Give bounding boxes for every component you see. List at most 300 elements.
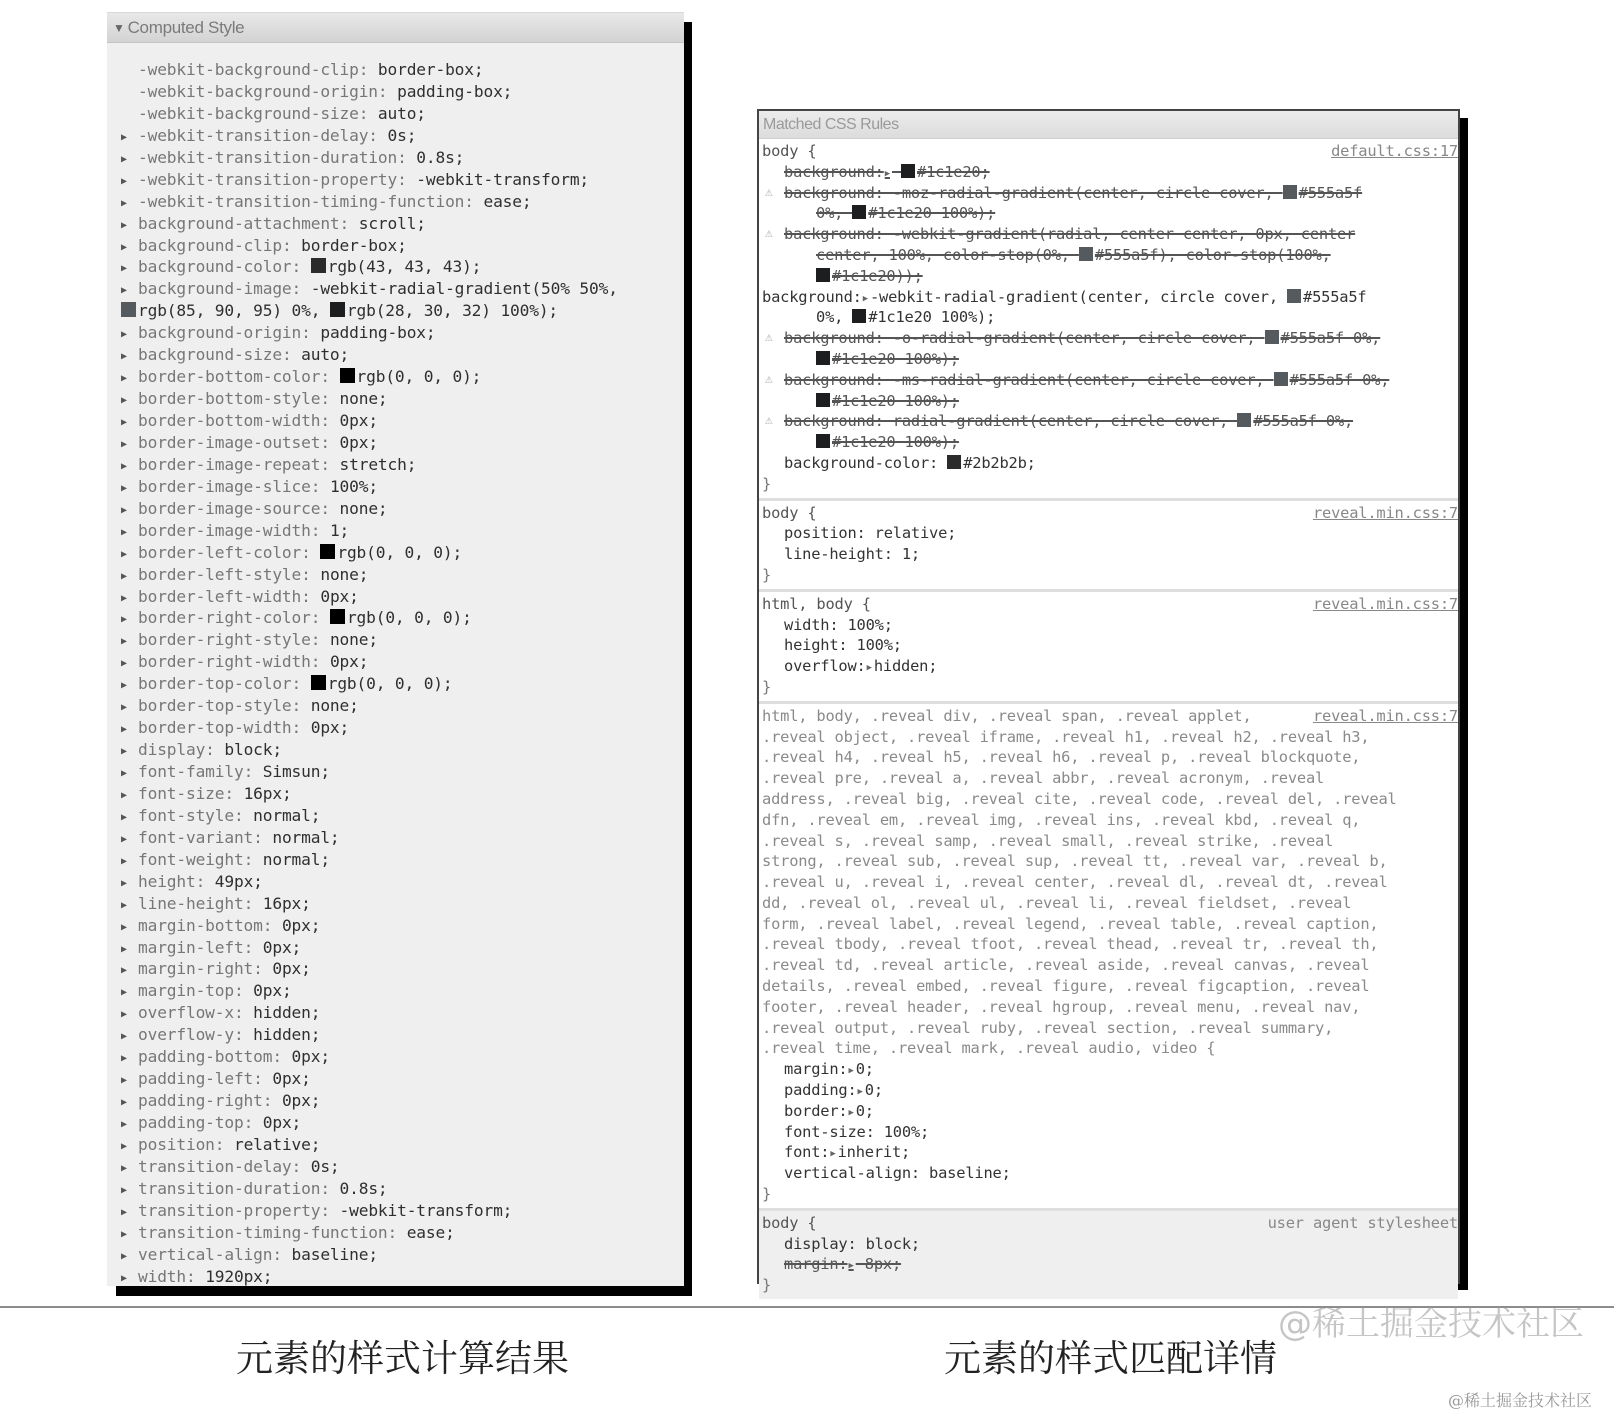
property-name: -webkit-transition-property [138, 169, 398, 189]
computed-property-row[interactable] [107, 1266, 684, 1288]
colon: : [291, 1156, 311, 1176]
computed-property-row[interactable] [107, 147, 684, 169]
declaration-text: margin:▶ 8px; [784, 1255, 902, 1274]
property-name: background-origin [138, 323, 302, 343]
colon: : [397, 169, 417, 189]
property-name: border-bottom-color [138, 367, 321, 387]
computed-property-row[interactable] [107, 1002, 684, 1024]
property-name: border-left-width [138, 586, 302, 606]
rule-selector[interactable] [759, 872, 1458, 893]
rule-selector[interactable] [759, 727, 1458, 748]
color-swatch-icon[interactable] [947, 455, 961, 469]
computed-property-row[interactable] [107, 586, 684, 608]
rule-selector[interactable] [759, 934, 1458, 955]
rule-selector[interactable] [759, 141, 1458, 162]
expand-arrow-icon[interactable]: ▶ [121, 658, 127, 670]
rule-selector[interactable] [759, 893, 1458, 914]
css-rule-block [759, 1211, 1458, 1299]
declaration-text: background: -webkit-gradient(radial, center center, 0px, center [784, 225, 1356, 244]
computed-property-row[interactable] [107, 1222, 684, 1244]
computed-property-row[interactable] [107, 542, 684, 564]
property-value: rgb(0, 0, 0); [327, 674, 453, 694]
color-swatch-icon[interactable] [852, 205, 866, 219]
expand-arrow-icon[interactable]: ▶ [121, 263, 127, 275]
colon: : [272, 1244, 292, 1264]
overridden-declaration[interactable] [759, 432, 1458, 453]
computed-property-row[interactable] [107, 235, 684, 257]
colon: : [253, 1069, 273, 1089]
expand-arrow-icon[interactable]: ▶ [121, 329, 127, 341]
expand-arrow-icon[interactable]: ▶ [121, 833, 127, 845]
property-name: background-image [138, 279, 292, 299]
selector-text: dfn, .reveal em, .reveal img, .reveal ins, .reveal kbd, .reveal q, [762, 810, 1361, 829]
property-value: 0px; [262, 937, 302, 957]
closing-brace: } [762, 1276, 772, 1295]
colon: : [243, 893, 263, 913]
overridden-declaration[interactable] [759, 266, 1458, 287]
computed-property-row[interactable] [107, 498, 684, 520]
declaration-text: 0%, #1c1e20 100%); [816, 308, 996, 327]
color-swatch-icon[interactable] [1265, 330, 1279, 344]
rule-selector[interactable] [759, 955, 1458, 976]
expand-arrow-icon[interactable]: ▶ [857, 1087, 863, 1098]
rule-selector[interactable] [759, 747, 1458, 768]
color-swatch-icon[interactable] [1237, 413, 1251, 427]
expand-arrow-icon[interactable]: ▶ [121, 548, 127, 560]
color-swatch-icon[interactable] [816, 434, 830, 448]
expand-arrow-icon[interactable]: ▶ [121, 1119, 127, 1130]
expand-arrow-icon[interactable]: ▶ [862, 293, 868, 304]
property-value: 16px; [262, 893, 311, 913]
overridden-declaration[interactable] [759, 391, 1458, 412]
rule-selector[interactable] [759, 706, 1458, 727]
expand-arrow-icon[interactable]: ▶ [121, 153, 127, 165]
property-value: none; [310, 696, 359, 716]
expand-arrow-icon[interactable]: ▶ [121, 943, 127, 955]
css-rule-block [759, 704, 1458, 1211]
selector-text: body { [762, 503, 817, 522]
expand-arrow-icon[interactable]: ▶ [121, 1162, 127, 1174]
computed-property-row[interactable] [107, 827, 684, 849]
computed-property-row[interactable] [107, 1090, 684, 1112]
computed-property-row[interactable] [107, 476, 684, 498]
colon: : [272, 1047, 292, 1067]
color-swatch-icon[interactable] [1079, 247, 1093, 261]
colon: : [301, 323, 321, 343]
property-name: border-left-color [138, 542, 302, 562]
declaration-text: font-size: 100%; [784, 1122, 930, 1141]
rule-selector[interactable] [759, 1213, 1458, 1234]
property-name: margin-left [138, 937, 244, 957]
expand-arrow-icon[interactable]: ▶ [121, 592, 127, 604]
computed-property-row[interactable] [107, 849, 684, 871]
colon: : [205, 740, 225, 760]
css-declaration[interactable] [759, 1122, 1458, 1143]
property-name: background-attachment [138, 213, 340, 233]
stylesheet-origin: user agent stylesheet [1267, 1213, 1458, 1232]
property-name: border-right-color [138, 608, 311, 628]
css-declaration[interactable] [759, 1080, 1458, 1101]
property-value: 0px; [253, 981, 292, 1001]
expand-arrow-icon[interactable]: ▶ [121, 1272, 127, 1284]
color-swatch-icon[interactable] [816, 393, 830, 407]
expand-arrow-icon[interactable]: ▶ [121, 1184, 127, 1196]
declaration-text: margin:▶ 0; [784, 1060, 874, 1079]
computed-property-row[interactable] [107, 410, 684, 432]
color-swatch-icon[interactable] [816, 268, 830, 282]
selector-text: .reveal tbody, .reveal tfoot, .reveal thead, .reveal tr, .reveal th, [762, 935, 1379, 954]
overridden-declaration[interactable] [759, 328, 1458, 349]
property-value: -webkit-radial-gradient(50% 50%, [310, 279, 618, 299]
rule-selector[interactable] [759, 789, 1458, 810]
rule-selector[interactable] [759, 976, 1458, 997]
colon: : [262, 1091, 282, 1111]
colon: : [310, 652, 330, 672]
declaration-text: background-color: #2b2b2b; [784, 453, 1036, 472]
property-value: 0.8s; [416, 147, 465, 167]
expand-arrow-icon[interactable]: ▶ [121, 614, 127, 626]
declaration-text: #1c1e20 100%); [816, 433, 959, 451]
color-swatch-icon[interactable] [816, 351, 830, 365]
overridden-declaration[interactable] [759, 370, 1458, 391]
overridden-declaration[interactable] [759, 203, 1458, 224]
watermark-large: @稀土掘金技术社区 [1278, 1304, 1584, 1344]
expand-arrow-icon[interactable]: ▶ [121, 241, 127, 253]
property-name: font-family [138, 762, 244, 781]
property-value: 0px; [329, 652, 369, 672]
selector-text: .reveal time, .reveal mark, .reveal audio, video { [762, 1039, 1216, 1058]
property-name: border-image-slice [138, 476, 311, 496]
expand-arrow-icon[interactable]: ▶ [121, 1228, 127, 1240]
expand-arrow-icon[interactable]: ▶ [121, 570, 127, 582]
computed-property-row[interactable] [107, 213, 684, 235]
computed-property-row[interactable] [107, 1244, 684, 1266]
selector-text: address, .reveal big, .reveal cite, .reveal code, .reveal del, .reveal [762, 789, 1397, 808]
computed-property-row[interactable] [107, 564, 684, 586]
colon: : [310, 520, 330, 540]
declaration-text: font:▶ inherit; [784, 1143, 911, 1162]
property-value: border-box; [377, 60, 484, 79]
property-value: 0px; [339, 411, 378, 430]
rule-selector[interactable] [759, 914, 1458, 935]
rule-selector[interactable] [759, 851, 1458, 872]
computed-property-row[interactable] [107, 871, 684, 893]
computed-property-row[interactable] [107, 739, 684, 761]
overridden-declaration[interactable] [759, 349, 1458, 370]
expand-arrow-icon[interactable]: ▶ [121, 285, 127, 297]
css-declaration[interactable] [759, 1234, 1458, 1255]
color-swatch-icon[interactable] [121, 302, 136, 317]
computed-property-row[interactable] [107, 1134, 684, 1156]
computed-property-row[interactable] [107, 432, 684, 454]
expand-arrow-icon[interactable]: ▶ [121, 746, 127, 758]
computed-property-row[interactable] [107, 169, 684, 191]
expand-arrow-icon[interactable]: ▶ [121, 438, 127, 450]
css-declaration[interactable] [759, 287, 1458, 308]
color-swatch-icon[interactable] [1283, 185, 1297, 199]
property-name: transition-property [138, 1200, 321, 1220]
computed-property-row[interactable] [107, 717, 684, 739]
property-name: height [138, 871, 196, 891]
property-name: padding-top [138, 1113, 244, 1132]
computed-property-row[interactable] [107, 893, 684, 915]
expand-arrow-icon[interactable]: ▶ [121, 811, 127, 823]
expand-arrow-icon[interactable]: ▶ [848, 1066, 854, 1077]
colon: : [291, 718, 311, 738]
declaration-text: background:▶ #1c1e20; [784, 162, 990, 181]
color-swatch-icon[interactable] [311, 675, 326, 690]
collapse-triangle-icon[interactable]: ▼ [113, 21, 125, 35]
computed-property-row[interactable] [107, 805, 684, 827]
overridden-declaration[interactable] [759, 411, 1458, 432]
computed-style-title: Computed Style [127, 18, 245, 37]
property-value: normal; [262, 849, 330, 869]
colon: : [233, 981, 254, 1001]
source-link[interactable]: reveal.min.css:7 [1312, 594, 1458, 613]
property-name: transition-duration [138, 1178, 321, 1198]
colon: : [281, 235, 302, 255]
property-value: normal; [253, 805, 321, 825]
property-name: font-size [138, 783, 225, 803]
property-name: background-size [138, 345, 282, 365]
overridden-declaration[interactable] [759, 183, 1458, 204]
property-value: none; [320, 564, 369, 584]
property-value: 1920px; [205, 1266, 273, 1286]
expand-arrow-icon[interactable]: ▶ [121, 987, 127, 999]
overridden-declaration[interactable] [759, 1254, 1458, 1275]
color-swatch-icon[interactable] [330, 302, 345, 317]
css-declaration[interactable] [759, 635, 1458, 656]
rule-selector[interactable] [759, 768, 1458, 789]
property-value: padding-box; [320, 323, 436, 343]
property-name: vertical-align [138, 1244, 273, 1264]
overridden-declaration[interactable] [759, 224, 1458, 245]
declaration-text: background: -o-radial-gradient(center, circle cover, #555a5f 0%, [784, 329, 1381, 348]
computed-property-row[interactable] [107, 761, 684, 783]
warning-icon: ⚠ [765, 184, 773, 200]
rule-selector[interactable] [759, 997, 1458, 1018]
computed-property-row[interactable] [107, 366, 684, 388]
colon: : [214, 1134, 234, 1154]
colon: : [301, 586, 321, 606]
expand-arrow-icon[interactable]: ▶ [121, 219, 127, 231]
property-name: border-right-width [138, 652, 311, 672]
expand-arrow-icon[interactable]: ▶ [121, 1140, 127, 1152]
expand-arrow-icon[interactable]: ▶ [121, 504, 127, 516]
expand-arrow-icon[interactable]: ▶ [848, 1107, 854, 1118]
property-value: 0px; [310, 718, 350, 738]
expand-arrow-icon[interactable]: ▶ [848, 1261, 854, 1272]
expand-arrow-icon[interactable]: ▶ [884, 168, 890, 179]
selector-text: html, body, .reveal div, .reveal span, .reveal applet, [762, 706, 1252, 725]
expand-arrow-icon[interactable]: ▶ [121, 1031, 127, 1043]
closing-brace: } [762, 677, 772, 696]
source-link[interactable]: default.css:17 [1331, 142, 1458, 160]
computed-property-row[interactable] [107, 520, 684, 542]
computed-property-row[interactable] [107, 980, 684, 1002]
rule-selector[interactable] [759, 1018, 1458, 1039]
computed-property-row[interactable] [107, 322, 684, 344]
overridden-declaration[interactable] [759, 162, 1458, 183]
css-declaration[interactable] [759, 453, 1458, 474]
computed-property-row[interactable] [107, 81, 684, 103]
property-name: display [138, 740, 206, 760]
rule-selector[interactable] [759, 810, 1458, 831]
computed-property-row[interactable] [107, 344, 684, 366]
source-link[interactable]: reveal.min.css:7 [1312, 706, 1458, 725]
property-value: scroll; [358, 213, 426, 233]
expand-arrow-icon[interactable]: ▶ [121, 417, 127, 428]
expand-arrow-icon[interactable]: ▶ [121, 351, 127, 363]
colon: : [253, 959, 273, 979]
property-name: padding-right [138, 1091, 263, 1111]
rule-selector[interactable] [759, 594, 1458, 615]
expand-arrow-icon[interactable]: ▶ [866, 663, 872, 674]
css-declaration[interactable] [759, 1101, 1458, 1122]
computed-property-row[interactable] [107, 1112, 684, 1134]
expand-arrow-icon[interactable]: ▶ [121, 175, 127, 187]
rule-selector[interactable] [759, 503, 1458, 524]
css-declaration[interactable] [759, 656, 1458, 677]
css-declaration[interactable] [759, 307, 1458, 328]
colon: : [387, 1222, 407, 1242]
expand-arrow-icon[interactable]: ▶ [121, 921, 127, 933]
property-name: border-image-width [138, 520, 311, 540]
property-name: padding-left [138, 1069, 254, 1089]
computed-property-row[interactable] [107, 59, 684, 81]
property-value: rgb(0, 0, 0); [346, 608, 472, 628]
computed-property-row[interactable] [107, 1200, 684, 1222]
css-rule-block [759, 592, 1458, 704]
color-swatch-icon[interactable] [852, 309, 866, 323]
colon: : [262, 915, 282, 935]
expand-arrow-icon[interactable]: ▶ [830, 1149, 836, 1160]
expand-arrow-icon[interactable]: ▶ [121, 1075, 127, 1087]
computed-style-header[interactable] [107, 13, 684, 43]
property-name: border-image-outset [138, 432, 321, 452]
watermark-small: @稀土掘金技术社区 [1448, 1391, 1593, 1410]
expand-arrow-icon[interactable]: ▶ [121, 702, 127, 714]
color-swatch-icon[interactable] [320, 544, 335, 559]
css-declaration[interactable] [759, 544, 1458, 565]
property-value: border-box; [301, 235, 407, 255]
property-value: 0px; [272, 1069, 311, 1089]
expand-arrow-icon[interactable]: ▶ [121, 724, 127, 736]
computed-property-row[interactable] [107, 1046, 684, 1068]
computed-property-row[interactable] [107, 937, 684, 959]
computed-property-row[interactable] [107, 454, 684, 476]
expand-arrow-icon[interactable]: ▶ [121, 899, 127, 911]
expand-arrow-icon[interactable]: ▶ [121, 1097, 127, 1109]
source-link[interactable]: reveal.min.css:7 [1312, 503, 1458, 522]
matched-rules-header[interactable]: Matched CSS Rules [759, 111, 1458, 139]
css-declaration[interactable] [759, 1142, 1458, 1163]
computed-property-row[interactable] [107, 1068, 684, 1090]
property-value: 1; [329, 520, 350, 540]
css-declaration[interactable] [759, 523, 1458, 544]
computed-property-row[interactable] [107, 915, 684, 937]
expand-arrow-icon[interactable]: ▶ [121, 877, 127, 889]
selector-text: strong, .reveal sub, .reveal sup, .reveal tt, .reveal var, .reveal b, [762, 852, 1388, 871]
expand-arrow-icon[interactable]: ▶ [121, 855, 127, 867]
css-declaration[interactable] [759, 1059, 1458, 1080]
computed-property-row[interactable] [107, 191, 684, 213]
warning-icon: ⚠ [765, 371, 773, 387]
expand-arrow-icon[interactable]: ▶ [121, 680, 127, 692]
property-value: rgb(0, 0, 0); [337, 542, 463, 562]
property-value: baseline; [291, 1244, 378, 1264]
expand-arrow-icon[interactable]: ▶ [121, 482, 127, 494]
expand-arrow-icon[interactable]: ▶ [121, 526, 127, 538]
property-name: position [138, 1134, 215, 1154]
computed-property-row[interactable] [107, 256, 684, 278]
computed-property-row[interactable] [107, 695, 684, 717]
computed-property-row[interactable] [107, 783, 684, 805]
expand-arrow-icon[interactable]: ▶ [121, 373, 127, 385]
expand-arrow-icon[interactable]: ▶ [121, 965, 127, 977]
property-value: none; [339, 389, 388, 409]
computed-property-row[interactable] [107, 278, 684, 300]
computed-property-row[interactable] [107, 607, 684, 629]
expand-arrow-icon[interactable]: ▶ [121, 1009, 127, 1021]
color-swatch-icon[interactable] [1274, 372, 1288, 386]
colon: : [320, 432, 340, 452]
computed-property-row[interactable] [107, 1024, 684, 1046]
rule-selector[interactable] [759, 1038, 1458, 1059]
colon: : [233, 805, 254, 825]
computed-property-row[interactable] [107, 958, 684, 980]
expand-arrow-icon[interactable]: ▶ [121, 197, 127, 209]
property-name: border-bottom-width [138, 411, 321, 430]
computed-property-row[interactable] [107, 125, 684, 147]
color-swatch-icon[interactable] [340, 368, 355, 383]
selector-text: .reveal output, .reveal ruby, .reveal section, .reveal summary, [762, 1018, 1334, 1037]
computed-property-row[interactable] [107, 1156, 684, 1178]
overridden-declaration[interactable] [759, 245, 1458, 266]
color-swatch-icon[interactable] [1287, 289, 1301, 303]
colon: : [224, 783, 244, 803]
computed-property-row[interactable] [107, 651, 684, 673]
css-declaration[interactable] [759, 1163, 1458, 1184]
expand-arrow-icon[interactable]: ▶ [121, 131, 127, 143]
colon: : [310, 608, 330, 628]
colon: : [310, 630, 330, 650]
expand-arrow-icon[interactable]: ▶ [121, 460, 127, 472]
colon: : [358, 60, 378, 79]
property-name: padding-bottom [138, 1047, 273, 1067]
computed-property-row[interactable] [107, 300, 684, 322]
rule-selector[interactable] [759, 831, 1458, 852]
computed-property-row[interactable] [107, 103, 684, 125]
expand-arrow-icon[interactable]: ▶ [121, 1053, 127, 1065]
css-declaration[interactable] [759, 615, 1458, 636]
computed-property-row[interactable] [107, 673, 684, 695]
expand-arrow-icon[interactable]: ▶ [121, 768, 127, 779]
expand-arrow-icon[interactable]: ▶ [121, 1250, 127, 1262]
color-swatch-icon[interactable] [901, 164, 915, 178]
expand-arrow-icon[interactable]: ▶ [121, 1206, 127, 1218]
property-name: border-right-style [138, 630, 311, 650]
computed-property-row[interactable] [107, 629, 684, 651]
color-swatch-icon[interactable] [330, 609, 345, 624]
color-swatch-icon[interactable] [311, 258, 326, 273]
expand-arrow-icon[interactable]: ▶ [121, 789, 127, 801]
computed-property-row[interactable] [107, 1178, 684, 1200]
expand-arrow-icon[interactable]: ▶ [121, 636, 127, 648]
colon: : [339, 213, 359, 233]
expand-arrow-icon[interactable]: ▶ [121, 395, 127, 407]
computed-property-row[interactable] [107, 388, 684, 410]
